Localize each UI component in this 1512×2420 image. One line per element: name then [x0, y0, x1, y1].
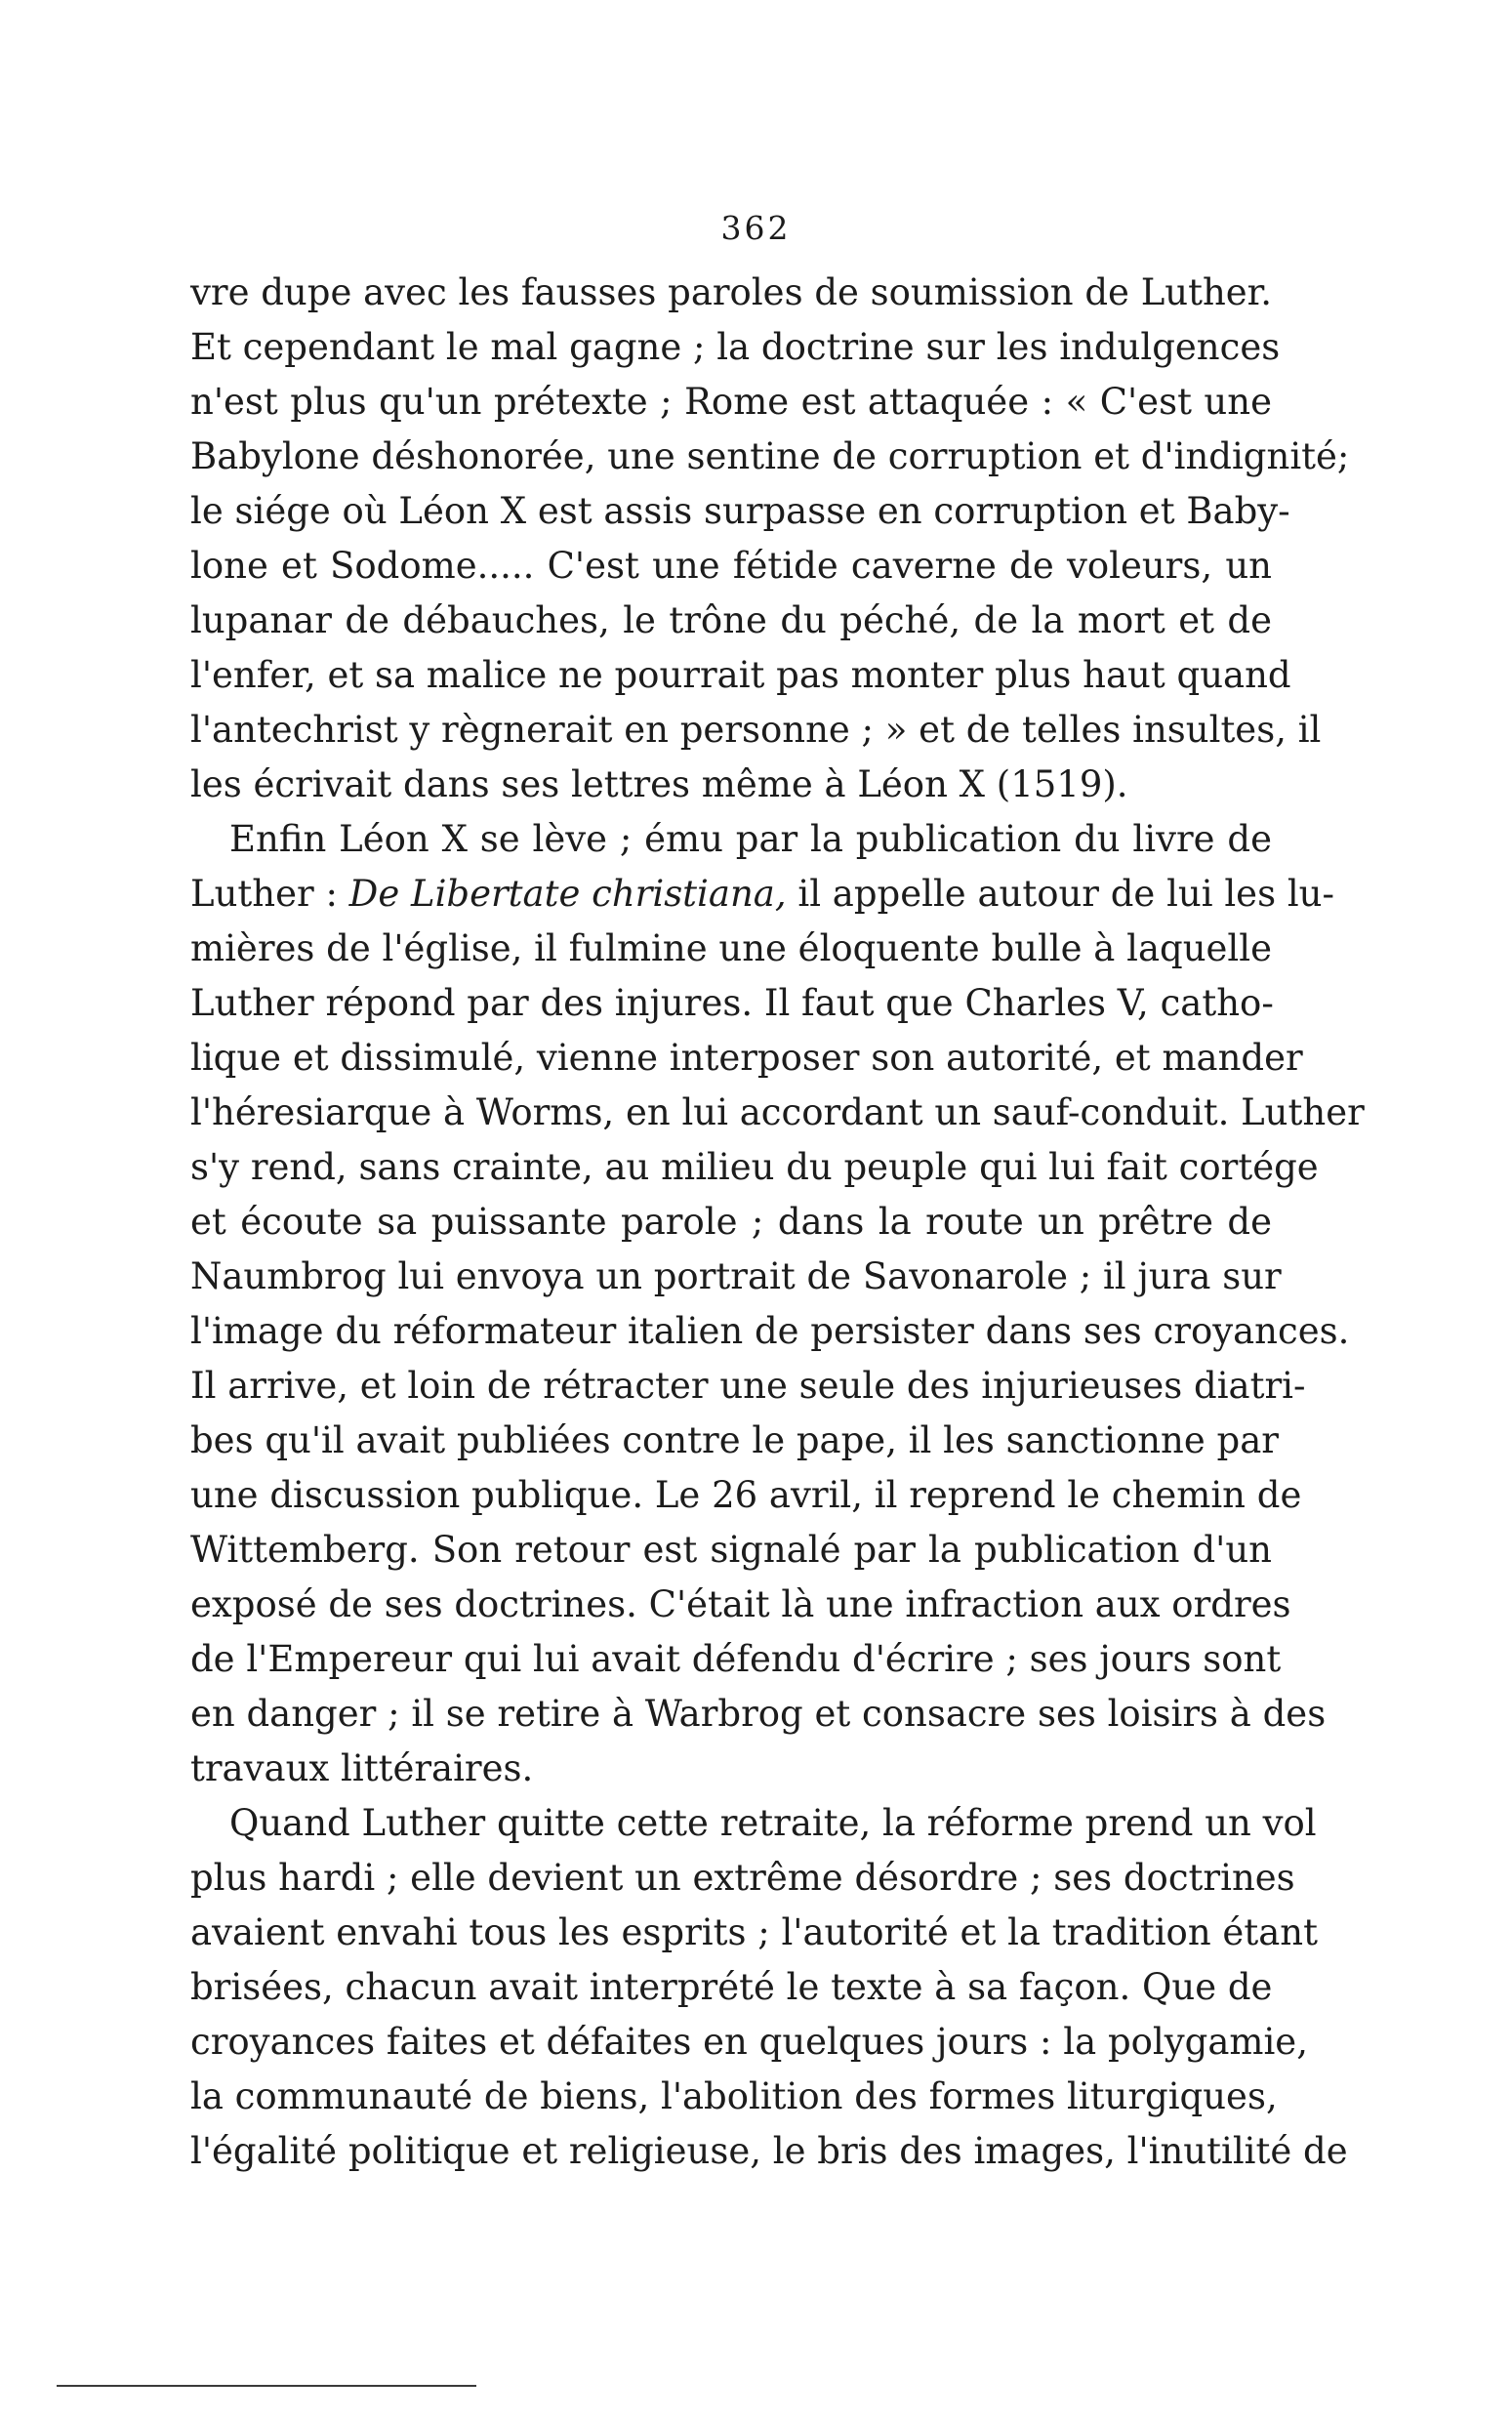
text-line: l'antechrist y règnerait en personne ; » et de telles insultes, il — [190, 709, 1322, 751]
text-line: l'image du réformateur italien de persister dans ses croyances. — [190, 1310, 1350, 1352]
text-line: avaient envahi tous les esprits ; l'autorité et la tradition étant — [190, 1911, 1318, 1953]
footer-rule — [57, 2385, 476, 2387]
text-line: Enfin Léon X se lève ; ému par la publication du livre de — [229, 818, 1272, 860]
text-line: la communauté de biens, l'abolition des formes liturgiques, — [190, 2075, 1278, 2117]
text-line: de l'Empereur qui lui avait défendu d'écrire ; ses jours sont — [190, 1638, 1282, 1680]
text-line: Quand Luther quitte cette retraite, la réforme prend un vol — [229, 1802, 1317, 1844]
text-line: plus hardi ; elle devient un extrême désordre ; ses doctrines — [190, 1857, 1295, 1899]
text-line: et écoute sa puissante parole ; dans la route un prêtre de — [190, 1201, 1272, 1243]
text-line: Babylone déshonorée, une sentine de corruption et d'indignité; — [190, 435, 1350, 477]
text-line: lupanar de débauches, le trône du péché, de la mort et de — [190, 599, 1272, 641]
text-line: n'est plus qu'un prétexte ; Rome est attaquée : « C'est une — [190, 381, 1272, 423]
text-line: lique et dissimulé, vienne interposer son autorité, et mander — [190, 1037, 1303, 1079]
text-fragment: Luther : — [190, 873, 349, 915]
text-line: en danger ; il se retire à Warbrog et consacre ses loisirs à des — [190, 1693, 1327, 1735]
text-line: vre dupe avec les fausses paroles de soumission de Luther. — [190, 271, 1273, 313]
text-line: croyances faites et défaites en quelques jours : la polygamie, — [190, 2021, 1308, 2063]
text-line: exposé de ses doctrines. C'était là une infraction aux ordres — [190, 1583, 1291, 1625]
text-line: l'égalité politique et religieuse, le bris des images, l'inutilité de — [190, 2130, 1348, 2172]
text-line: Et cependant le mal gagne ; la doctrine sur les indulgences — [190, 326, 1281, 368]
text-line: bes qu'il avait publiées contre le pape, il les sanctionne par — [190, 1419, 1279, 1461]
text-line — [190, 867, 1334, 922]
text-line: Naumbrog lui envoya un portrait de Savonarole ; il jura sur — [190, 1255, 1282, 1297]
text-line: brisées, chacun avait interprété le texte à sa façon. Que de — [190, 1966, 1273, 2008]
text-line: l'héresiarque à Worms, en lui accordant un sauf-conduit. Luther — [190, 1091, 1365, 1133]
body-text — [190, 266, 1365, 2179]
page-number: 362 — [720, 209, 792, 247]
text-line: Luther répond par des injures. Il faut que Charles V, catho- — [190, 982, 1274, 1024]
text-line: Il arrive, et loin de rétracter une seule des injurieuses diatri- — [190, 1365, 1306, 1407]
text-line: Wittemberg. Son retour est signalé par la publication d'un — [190, 1529, 1272, 1571]
text-line: s'y rend, sans crainte, au milieu du peuple qui lui fait cortége — [190, 1146, 1319, 1188]
text-line: lone et Sodome..... C'est une fétide caverne de voleurs, un — [190, 545, 1272, 587]
text-line: l'enfer, et sa malice ne pourrait pas monter plus haut quand — [190, 654, 1291, 696]
text-fragment: il appelle autour de lui les lu- — [797, 873, 1334, 915]
text-line: les écrivait dans ses lettres même à Léon X (1519). — [190, 763, 1128, 805]
text-line: mières de l'église, il fulmine une éloquente bulle à laquelle — [190, 927, 1272, 969]
text-line: le siége où Léon X est assis surpasse en corruption et Baby- — [190, 490, 1290, 532]
text-line: travaux littéraires. — [190, 1747, 534, 1789]
book-title: De Libertate christiana, — [348, 873, 787, 915]
text-line: une discussion publique. Le 26 avril, il reprend le chemin de — [190, 1474, 1302, 1516]
